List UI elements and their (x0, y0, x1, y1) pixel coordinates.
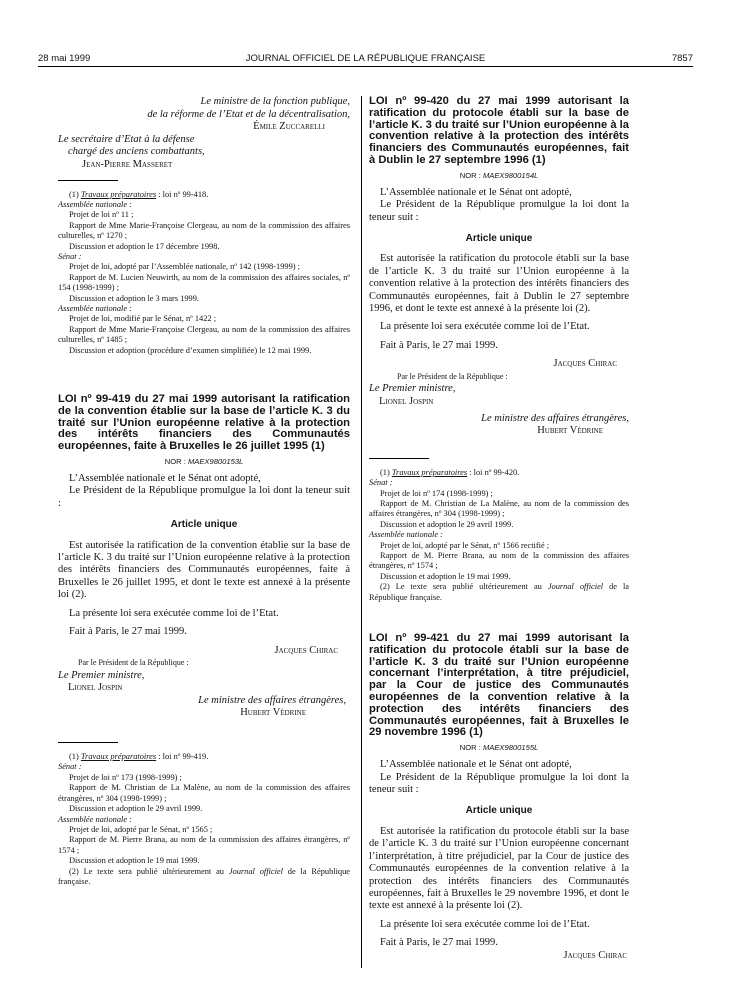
paragraph: L’Assemblée nationale et le Sénat ont adopté, (380, 186, 572, 198)
signature-defense (58, 134, 350, 172)
note-section: Assemblée nationale : (58, 814, 132, 824)
note-number: (1) (69, 752, 81, 762)
note-section: Sénat : (369, 478, 393, 488)
column-separator (361, 96, 362, 968)
signature-block-99-421 (369, 950, 629, 963)
note-item: Rapport de Mme Marie-Françoise Clergeau, au nom de la commission des affaires culturelles, nº 1485 ; (58, 324, 350, 345)
law-title-99-419: LOI nº 99-419 du 27 mai 1999 autorisant la ratification de la convention établie sur la base de l’article K. 3 du traité sur l’Union européenne relative à la protection des intérêts financiers des Communautés européennes, faite à Bruxelles le 26 juillet 1995 (1) (58, 393, 350, 453)
paragraph: Fait à Paris, le 27 mai 1999. (69, 626, 187, 638)
paragraph: Le Président de la République promulgue la loi dont la teneur suit : (369, 199, 629, 223)
law-title-99-421: LOI nº 99-421 du 27 mai 1999 autorisant la ratification du protocole établi sur la base de l’article K. 3 du traité sur l’Union européenne concernant l’interprétation, à titre préjudiciel, par la Cour de justice des Communautés européennes de la convention relative à la protection des intérêts financiers des Communautés européennes, fait à Bruxelles le 29 novembre 1996 (1) (369, 632, 629, 739)
note-number: (1) (69, 189, 81, 199)
nor-label: NOR : (459, 170, 483, 180)
paragraph: Le Président de la République promulgue la loi dont la teneur suit : (369, 771, 629, 796)
signatory-title: Le secrétaire d’Etat à la défense (58, 133, 195, 145)
article-text: Est autorisée la ratification du protocole établi sur la base de l’article K. 3 du traité sur l’Union européenne à la convention relative à la protection des intérêts financiers des Communautés européennes, fait à Dublin le 27 septembre 1996, et dont le texte est annexé à la présente loi (2). (369, 253, 629, 315)
paragraph: Fait à Paris, le 27 mai 1999. (380, 937, 498, 949)
law-title-99-420: LOI nº 99-420 du 27 mai 1999 autorisant la ratification du protocole établi sur la base de l’article K. 3 du traité sur l’Union européenne à la convention relative à la protection des intérêts financiers des Communautés européennes, fait à Dublin le 27 septembre 1996 (1) (369, 95, 629, 166)
travaux-preparatoires-link[interactable]: Travaux préparatoires (391, 467, 468, 477)
note-text: de la République française. (369, 582, 629, 602)
note-item: Discussion et adoption le 29 avril 1999. (69, 804, 203, 814)
law-body-99-419 (58, 473, 350, 638)
law-body-99-421 (369, 759, 629, 949)
signatory-name: Hubert Védrine (537, 425, 603, 437)
footnote-rule (369, 458, 429, 459)
note-section: Assemblée nationale : (58, 304, 132, 314)
signature-fonction-publique (58, 96, 350, 134)
note-item: Projet de loi nº 11 ; (69, 210, 134, 220)
header-page-number: 7857 (671, 53, 693, 64)
header-journal-title: JOURNAL OFFICIEL DE LA RÉPUBLIQUE FRANÇAISE (245, 53, 486, 64)
paragraph: La présente loi sera exécutée comme loi de l’Etat. (380, 321, 590, 333)
nor-reference (58, 457, 350, 466)
paragraph: Fait à Paris, le 27 mai 1999. (380, 339, 498, 351)
signatory-name: Émile Zuccarelli (253, 121, 325, 133)
signatory-title: chargé des anciens combattants, (68, 146, 205, 158)
signatory-name: Jacques Chirac (563, 949, 627, 961)
nor-code: MAEX9800154L (482, 170, 539, 180)
signatory-name: Jacques Chirac (553, 358, 617, 370)
signatory-name: Lionel Jospin (379, 396, 434, 408)
article-heading: Article unique (170, 519, 238, 531)
journal-officiel-ref: Journal officiel (228, 866, 283, 876)
nor-code: MAEX9800155L (482, 743, 539, 753)
nor-label: NOR : (459, 743, 483, 753)
footnote-rule (58, 180, 118, 181)
signatory-title: Le ministre des affaires étrangères, (198, 694, 346, 706)
note-section: Assemblée nationale : (58, 199, 132, 209)
note-item: Rapport de Mme Marie-Françoise Clergeau, au nom de la commission des affaires culturelles, nº 1270 ; (58, 220, 350, 241)
note-text: de la République française. (58, 866, 351, 886)
note-item: Rapport de M. Pierre Brana, au nom de la commission des affaires étrangères, nº 1574 ; (58, 835, 350, 855)
footnotes-loi-99-420 (369, 468, 629, 603)
note-item: Discussion et adoption le 17 décembre 1998. (69, 241, 220, 251)
article-text: Est autorisée la ratification du protocole établi sur la base de l’article K. 3 du traité sur l’Union européenne concernant l’interprétation, à titre préjudiciel, par la Cour de justice des Communautés européennes de la convention relative à la protection des intérêts financiers des Communautés européennes, fait à Bruxelles le 29 novembre 1996, et dont le texte est annexé à la présente loi (2). (369, 825, 629, 912)
nor-label: NOR : (164, 457, 188, 467)
paragraph: La présente loi sera exécutée comme loi de l’Etat. (69, 607, 279, 619)
travaux-preparatoires-link[interactable]: Travaux préparatoires (80, 752, 157, 762)
article-heading: Article unique (465, 233, 533, 244)
note-section: Assemblée nationale : (369, 530, 443, 540)
note-item: Projet de loi nº 174 (1998-1999) ; (380, 488, 493, 498)
note-text: : loi nº 99-418. (156, 189, 209, 199)
note-item: Discussion et adoption le 19 mai 1999. (380, 571, 511, 581)
footnotes-loi-99-419 (58, 752, 350, 887)
note-item: Projet de loi, adopté par le Sénat, nº 1566 rectifié ; (380, 540, 550, 550)
note-text: : loi nº 99-420. (467, 467, 520, 477)
note-text: : loi nº 99-419. (156, 752, 209, 762)
header-date: 28 mai 1999 (38, 53, 91, 64)
paragraph: L’Assemblée nationale et le Sénat ont adopté, (69, 473, 261, 485)
nor-reference (369, 743, 629, 752)
note-number: (1) (380, 467, 392, 477)
note-item: Rapport de M. Christian de La Malène, au nom de la commission des affaires étrangères, nº 304 (1998-1999) ; (369, 499, 629, 519)
signatory-title: Le ministre des affaires étrangères, (481, 412, 629, 424)
signature-block-99-420 (369, 358, 629, 438)
note-item: Rapport de M. Pierre Brana, au nom de la commission des affaires étrangères, nº 1574 ; (369, 551, 629, 571)
signature-block-99-419 (58, 645, 350, 721)
journal-officiel-ref: Journal officiel (547, 582, 604, 592)
signature-intro: Par le Président de la République : (78, 658, 189, 668)
left-column (58, 96, 350, 887)
note-item: Discussion et adoption le 29 avril 1999. (380, 519, 514, 529)
nor-reference (369, 171, 629, 180)
signatory-title: Le ministre de la fonction publique, (200, 96, 350, 107)
note-item: Rapport de M. Christian de La Malène, au nom de la commission des affaires étrangères, nº 304 (1998-1999) ; (58, 783, 350, 803)
signatory-name: Jacques Chirac (274, 644, 338, 656)
nor-code: MAEX9800153L (187, 457, 244, 467)
travaux-preparatoires-link[interactable]: Travaux préparatoires (80, 189, 157, 199)
paragraph: L’Assemblée nationale et le Sénat ont adopté, (380, 759, 572, 771)
footnote-rule (58, 742, 118, 743)
note-item: Discussion et adoption le 3 mars 1999. (69, 293, 200, 303)
note-text: (2) Le texte sera publié ultérieurement au (380, 582, 548, 592)
signature-intro: Par le Président de la République : (397, 371, 508, 381)
paragraph: Le Président de la République promulgue la loi dont la teneur suit : (58, 485, 350, 509)
paragraph: La présente loi sera exécutée comme loi de l’Etat. (380, 918, 590, 930)
signatory-title: Le Premier ministre, (58, 669, 145, 681)
right-column (369, 96, 629, 962)
note-item: Discussion et adoption (procédure d’examen simplifiée) le 12 mai 1999. (69, 345, 312, 355)
signatory-title: de la réforme de l’Etat et de la décentralisation, (147, 108, 350, 120)
note-section: Sénat : (58, 762, 82, 772)
note-item: Discussion et adoption le 19 mai 1999. (69, 856, 200, 866)
note-item: Projet de loi, adopté par le Sénat, nº 1565 ; (69, 824, 213, 834)
signatory-name: Lionel Jospin (68, 682, 123, 694)
note-item: Projet de loi, modifié par le Sénat, nº 1422 ; (69, 314, 217, 324)
signatory-name: Hubert Védrine (240, 707, 306, 719)
signatory-name: Jean-Pierre Masseret (82, 158, 173, 170)
note-item: Rapport de M. Lucien Neuwirth, au nom de la commission des affaires sociales, nº 154 (1998-1999) ; (58, 272, 350, 293)
law-body-99-420 (369, 187, 629, 352)
article-heading: Article unique (465, 805, 533, 817)
footnotes-loi-99-418 (58, 190, 350, 357)
note-text: (2) Le texte sera publié ultérieurement au (69, 866, 229, 876)
signatory-title: Le Premier ministre, (369, 383, 456, 395)
header-rule (38, 66, 693, 67)
note-section: Sénat : (58, 252, 82, 261)
note-item: Projet de loi nº 173 (1998-1999) ; (69, 772, 182, 782)
article-text: Est autorisée la ratification de la convention établie sur la base de l’article K. 3 du traité sur l’Union européenne relative à la protection des intérêts financiers des Communautés européennes, faite à Bruxelles le 26 juillet 1995, et dont le texte est annexé à la présente loi (2). (58, 539, 350, 601)
note-item: Projet de loi, adopté par l’Assemblée nationale, nº 142 (1998-1999) ; (69, 262, 300, 272)
